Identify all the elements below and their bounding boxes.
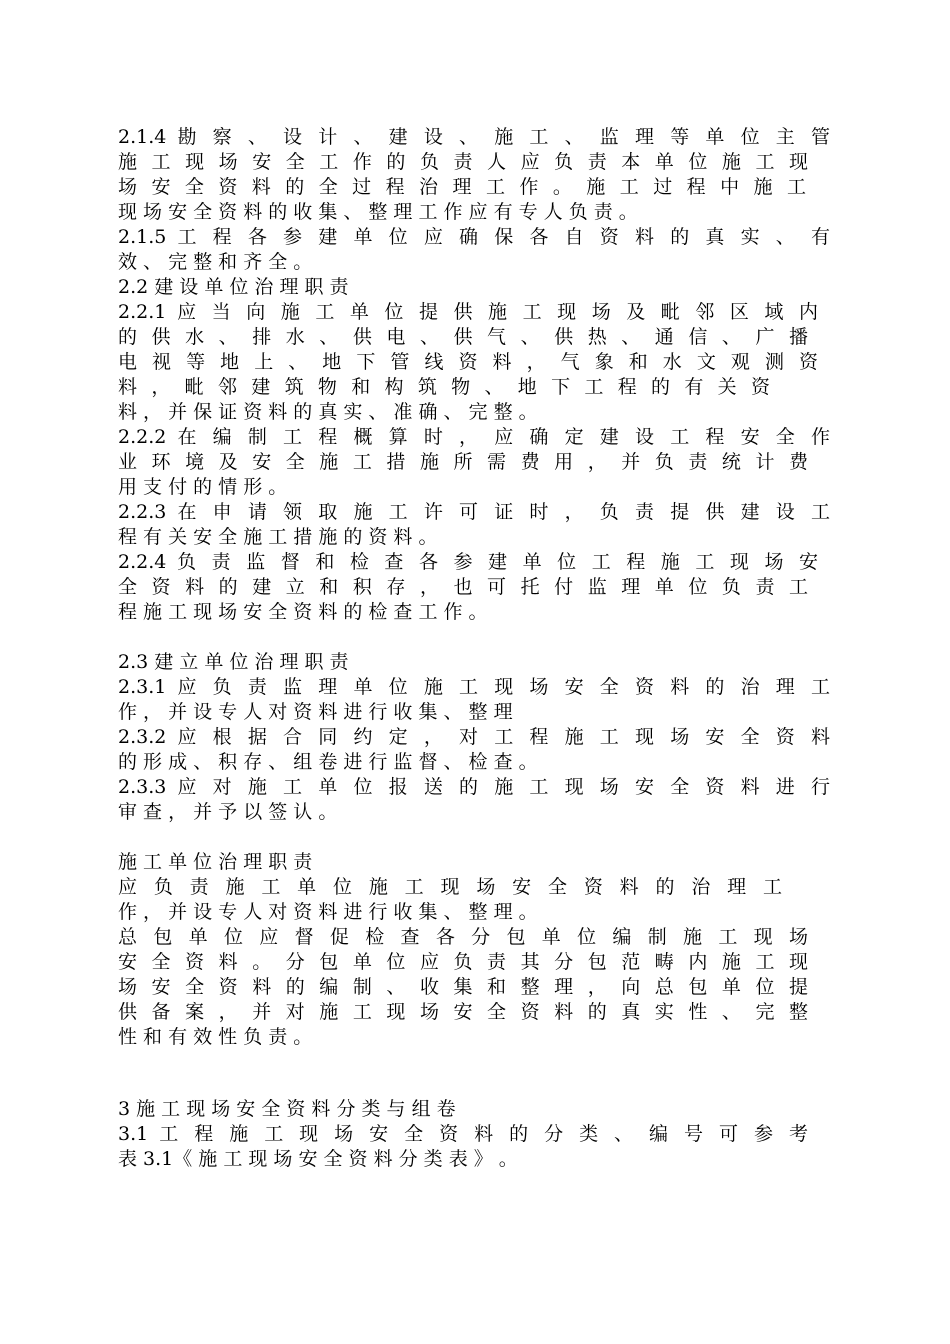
text-line: 总 包 单 位 应 督 促 检 查 各 分 包 单 位 编 制 施 工 现 场	[118, 926, 808, 948]
text-line: 2.2.2 在 编 制 工 程 概 算 时 ， 应 确 定 建 设 工 程 安 全 作	[118, 426, 830, 448]
text-line: 2.3.3 应 对 施 工 单 位 报 送 的 施 工 现 场 安 全 资 料 进 行	[118, 776, 830, 798]
text-line: 现 场 安 全 资 料 的 收 集 、 整 理 工 作 应 有 专 人 负 责 。	[118, 201, 638, 223]
text-line: 供 备 案 ， 并 对 施 工 现 场 安 全 资 料 的 真 实 性 、 完 整	[118, 1001, 808, 1023]
text-line: 场 安 全 资 料 的 编 制 、 收 集 和 整 理 ， 向 总 包 单 位 提	[118, 976, 808, 998]
blank-line	[118, 1049, 830, 1075]
text-line: 2.1.5 工 程 各 参 建 单 位 应 确 保 各 自 资 料 的 真 实 、 有	[118, 226, 830, 248]
text-line: 2.2.3 在 申 请 领 取 施 工 许 可 证 时 ， 负 责 提 供 建 设 工	[118, 501, 830, 523]
text-line: 安 全 资 料 。 分 包 单 位 应 负 责 其 分 包 范 畴 内 施 工 现	[118, 951, 808, 973]
section-heading: 2.2 建 设 单 位 治 理 职 责	[118, 276, 349, 298]
text-line: 全 资 料 的 建 立 和 积 存 ， 也 可 托 付 监 理 单 位 负 责 工	[118, 576, 808, 598]
text-line: 表 3.1《 施 工 现 场 安 全 资 料 分 类 表 》 。	[118, 1148, 518, 1170]
text-line: 用 支 付 的 情 形 。	[118, 476, 288, 498]
text-line: 2.2.4 负 责 监 督 和 检 查 各 参 建 单 位 工 程 施 工 现 场 安	[118, 551, 818, 573]
text-line: 电 视 等 地 上 、 地 下 管 线 资 料 ， 气 象 和 水 文 观 测 资	[118, 351, 818, 373]
blank-line	[118, 824, 830, 850]
text-line: 程 有 关 安 全 施 工 措 施 的 资 料 。	[118, 526, 438, 548]
text-line: 的 形 成 、 积 存 、 组 卷 进 行 监 督 、 检 查 。	[118, 751, 538, 773]
text-line: 性 和 有 效 性 负 责 。	[118, 1026, 313, 1048]
section-heading: 施 工 单 位 治 理 职 责	[118, 851, 313, 873]
text-line: 2.3.2 应 根 据 合 同 约 定 ， 对 工 程 施 工 现 场 安 全 资 料	[118, 726, 830, 748]
text-line: 2.3.1 应 负 责 监 理 单 位 施 工 现 场 安 全 资 料 的 治 理 工	[118, 676, 830, 698]
text-line: 审 查 ， 并 予 以 签 认 。	[118, 801, 338, 823]
text-line: 作 ， 并 设 专 人 对 资 料 进 行 收 集 、 整 理	[118, 701, 513, 723]
text-line: 效 、 完 整 和 齐 全 。	[118, 251, 313, 273]
text-line: 业 环 境 及 安 全 施 工 措 施 所 需 费 用 ， 并 负 责 统 计 费	[118, 451, 808, 473]
text-line: 施 工 现 场 安 全 工 作 的 负 责 人 应 负 责 本 单 位 施 工 现	[118, 151, 808, 173]
text-line: 2.1.4 勘 察 、 设 计 、 建 设 、 施 工 、 监 理 等 单 位 主 管	[118, 126, 830, 148]
section-heading: 2.3 建 立 单 位 治 理 职 责	[118, 651, 349, 673]
text-line: 场 安 全 资 料 的 全 过 程 治 理 工 作 。 施 工 过 程 中 施 工	[118, 176, 806, 198]
text-line: 料 ， 并 保 证 资 料 的 真 实 、 准 确 、 完 整 。	[118, 401, 538, 423]
section-heading: 3 施 工 现 场 安 全 资 料 分 类 与 组 卷	[118, 1098, 456, 1120]
text-line: 程 施 工 现 场 安 全 资 料 的 检 查 工 作 。	[118, 601, 488, 623]
text-line: 应 负 责 施 工 单 位 施 工 现 场 安 全 资 料 的 治 理 工	[118, 876, 782, 898]
text-line: 料 ， 毗 邻 建 筑 物 和 构 筑 物 、 地 下 工 程 的 有 关 资	[118, 376, 770, 398]
blank-line	[118, 624, 830, 650]
text-line: 作 ， 并 设 专 人 对 资 料 进 行 收 集 、 整 理 。	[118, 901, 538, 923]
text-line: 的 供 水 、 排 水 、 供 电 、 供 气 、 供 热 、 通 信 、 广 播	[118, 326, 808, 348]
text-line: 2.2.1 应 当 向 施 工 单 位 提 供 施 工 现 场 及 毗 邻 区 域 内	[118, 301, 818, 323]
text-line: 3.1 工 程 施 工 现 场 安 全 资 料 的 分 类 、 编 号 可 参 考	[118, 1123, 808, 1145]
